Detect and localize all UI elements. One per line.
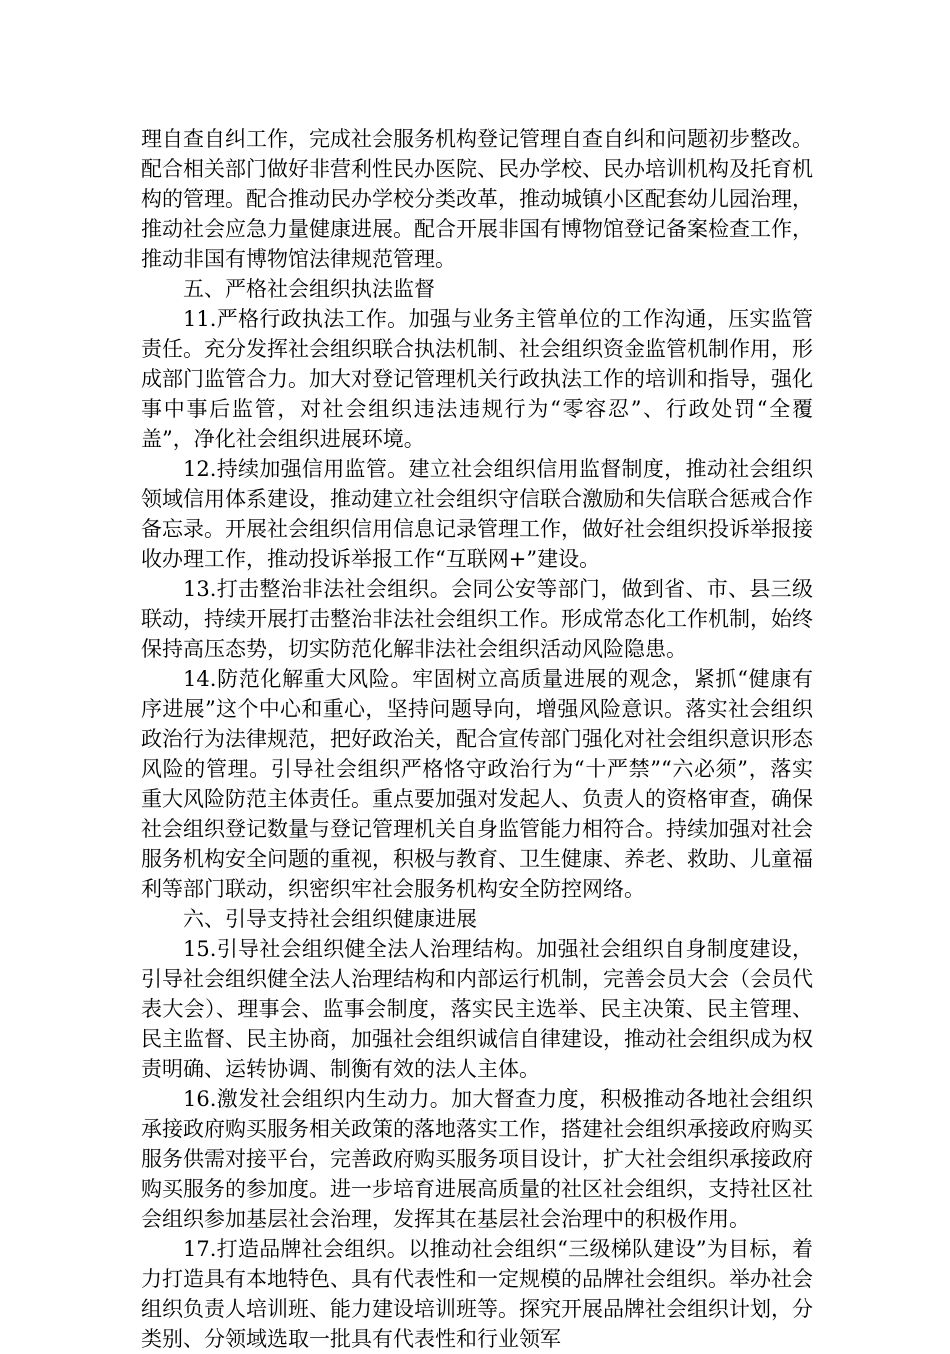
section-heading-5: 五、严格社会组织执法监督 — [183, 277, 435, 301]
paragraph-16: 16.激发社会组织内生动力。加大督查力度，积极推动各地社会组织承接政府购买服务相关政策的落地落实工作，搭建社会组织承接政府购买服务供需对接平台，完善政府购买服务项目设计，扩大社会组织承接政府购买服务的参加度。进一步培育进展高质量的社区社会组织，支持社区社会组织参加基层社会治理，发挥其在基层社会治理中的积极作用。 — [141, 1087, 813, 1231]
paragraph-17: 17.打造品牌社会组织。以推动社会组织“三级梯队建设”为目标，着力打造具有本地特色、具有代表性和一定规模的品牌社会组织。举办社会组织负责人培训班、能力建设培训班等。探究开展品牌社会组织计划，分类别、分领域选取一批具有代表性和行业领军 — [141, 1237, 813, 1351]
document-page — [141, 124, 813, 1354]
paragraph-continuation: 理自查自纠工作，完成社会服务机构登记管理自查自纠和问题初步整改。配合相关部门做好非营利性民办医院、民办学校、民办培训机构及托育机构的管理。配合推动民办学校分类改革，推动城镇小区配套幼儿园治理，推动社会应急力量健康进展。配合开展非国有博物馆登记备案检查工作，推动非国有博物馆法律规范管理。 — [141, 127, 813, 271]
paragraph-11: 11.严格行政执法工作。加强与业务主管单位的工作沟通，压实监管责任。充分发挥社会组织联合执法机制、社会组织资金监管机制作用，形成部门监管合力。加大对登记管理机关行政执法工作的培训和指导，强化事中事后监管，对社会组织违法违规行为“零容忍”、行政处罚“全覆盖”，净化社会组织进展环境。 — [141, 307, 813, 451]
paragraph-15: 15.引导社会组织健全法人治理结构。加强社会组织自身制度建设，引导社会组织健全法人治理结构和内部运行机制，完善会员大会（会员代表大会）、理事会、监事会制度，落实民主选举、民主决策、民主管理、民主监督、民主协商，加强社会组织诚信自律建设，推动社会组织成为权责明确、运转协调、制衡有效的法人主体。 — [141, 937, 813, 1081]
paragraph-14: 14.防范化解重大风险。牢固树立高质量进展的观念，紧抓“健康有序进展”这个中心和重心，坚持问题导向，增强风险意识。落实社会组织政治行为法律规范，把好政治关，配合宣传部门强化对社会组织意识形态风险的管理。引导社会组织严格恪守政治行为“十严禁”“六必须”，落实重大风险防范主体责任。重点要加强对发起人、负责人的资格审查，确保社会组织登记数量与登记管理机关自身监管能力相符合。持续加强对社会服务机构安全问题的重视，积极与教育、卫生健康、养老、救助、儿童福利等部门联动，织密织牢社会服务机构安全防控网络。 — [141, 667, 813, 901]
section-heading-6: 六、引导支持社会组织健康进展 — [183, 907, 477, 931]
paragraph-13: 13.打击整治非法社会组织。会同公安等部门，做到省、市、县三级联动，持续开展打击整治非法社会组织工作。形成常态化工作机制，始终保持高压态势，切实防范化解非法社会组织活动风险隐患。 — [141, 577, 813, 661]
paragraph-12: 12.持续加强信用监管。建立社会组织信用监督制度，推动社会组织领域信用体系建设，推动建立社会组织守信联合激励和失信联合惩戒合作备忘录。开展社会组织信用信息记录管理工作，做好社会组织投诉举报接收办理工作，推动投诉举报工作“互联网+”建设。 — [141, 457, 813, 571]
